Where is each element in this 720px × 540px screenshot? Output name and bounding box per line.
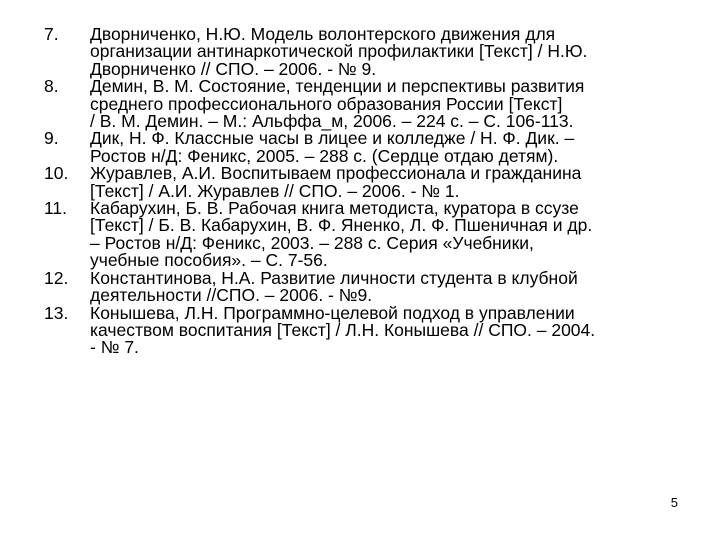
reference-line: Дворниченко, Н.Ю. Модель волонтерского движения для [90, 24, 556, 44]
reference-line: учебные пособия». – С. 7-56. [90, 250, 328, 271]
reference-item-11 [44, 200, 684, 270]
reference-number: 12. [44, 267, 69, 288]
reference-number: 10. [44, 163, 69, 184]
reference-item-9 [44, 130, 684, 165]
reference-line: Кабарухин, Б. В. Рабочая книга методиста, куратора в ссузе [90, 198, 579, 219]
reference-text [90, 78, 684, 130]
reference-text [90, 165, 684, 200]
reference-line: Константинова, Н.А. Развитие личности студента в клубной [90, 267, 578, 288]
reference-text [90, 302, 684, 358]
reference-number: 9. [44, 128, 59, 149]
reference-text [90, 26, 684, 78]
reference-line: Демин, В. М. Состояние, тенденции и перспективы развития [90, 76, 585, 97]
reference-text [90, 267, 684, 306]
reference-line: организации антинаркотической профилактики [Текст] / Н.Ю. [90, 41, 588, 62]
reference-line: качеством воспитания [Текст] / Л.Н. Конышева // СПО. – 2004. [90, 319, 596, 340]
reference-line: Ростов н/Д: Феникс, 2005. – 288 с. (Сердце отдаю детям). [90, 145, 559, 166]
reference-item-13 [44, 302, 684, 358]
reference-item-12 [44, 267, 684, 306]
reference-line: Дик, Н. Ф. Классные часы в лицее и колледже / Н. Ф. Дик. – [90, 128, 575, 149]
reference-list [44, 26, 684, 357]
reference-line: - № 7. [90, 337, 139, 358]
reference-number: 8. [44, 76, 59, 97]
reference-number: 13. [44, 302, 69, 323]
reference-item-10 [44, 165, 684, 200]
reference-text [90, 130, 684, 165]
reference-line: деятельности //СПО. – 2006. - №9. [90, 285, 373, 306]
reference-line: / В. М. Демин. – М.: Альффа_м, 2006. – 224 с. – С. 106-113. [90, 111, 574, 132]
reference-item-8 [44, 78, 684, 130]
reference-number: 7. [44, 24, 59, 44]
reference-line: среднего профессионального образования России [Текст] [90, 93, 563, 114]
reference-line: – Ростов н/Д: Феникс, 2003. – 288 с. Серия «Учебники, [90, 232, 534, 253]
reference-text [90, 200, 684, 270]
reference-line: [Текст] / А.И. Журавлев // СПО. – 2006. - № 1. [90, 180, 460, 201]
reference-line: Дворниченко // СПО. – 2006. - № 9. [90, 58, 377, 79]
page-number: 5 [670, 495, 678, 510]
reference-line: [Текст] / Б. В. Кабарухин, В. Ф. Яненко, Л. Ф. Пшеничная и др. [90, 215, 593, 236]
reference-item-7 [44, 26, 684, 78]
reference-line: Журавлев, А.И. Воспитываем профессионала и гражданина [90, 163, 582, 184]
reference-number: 11. [44, 198, 68, 219]
reference-line: Конышева, Л.Н. Программно-целевой подход в управлении [90, 302, 575, 323]
